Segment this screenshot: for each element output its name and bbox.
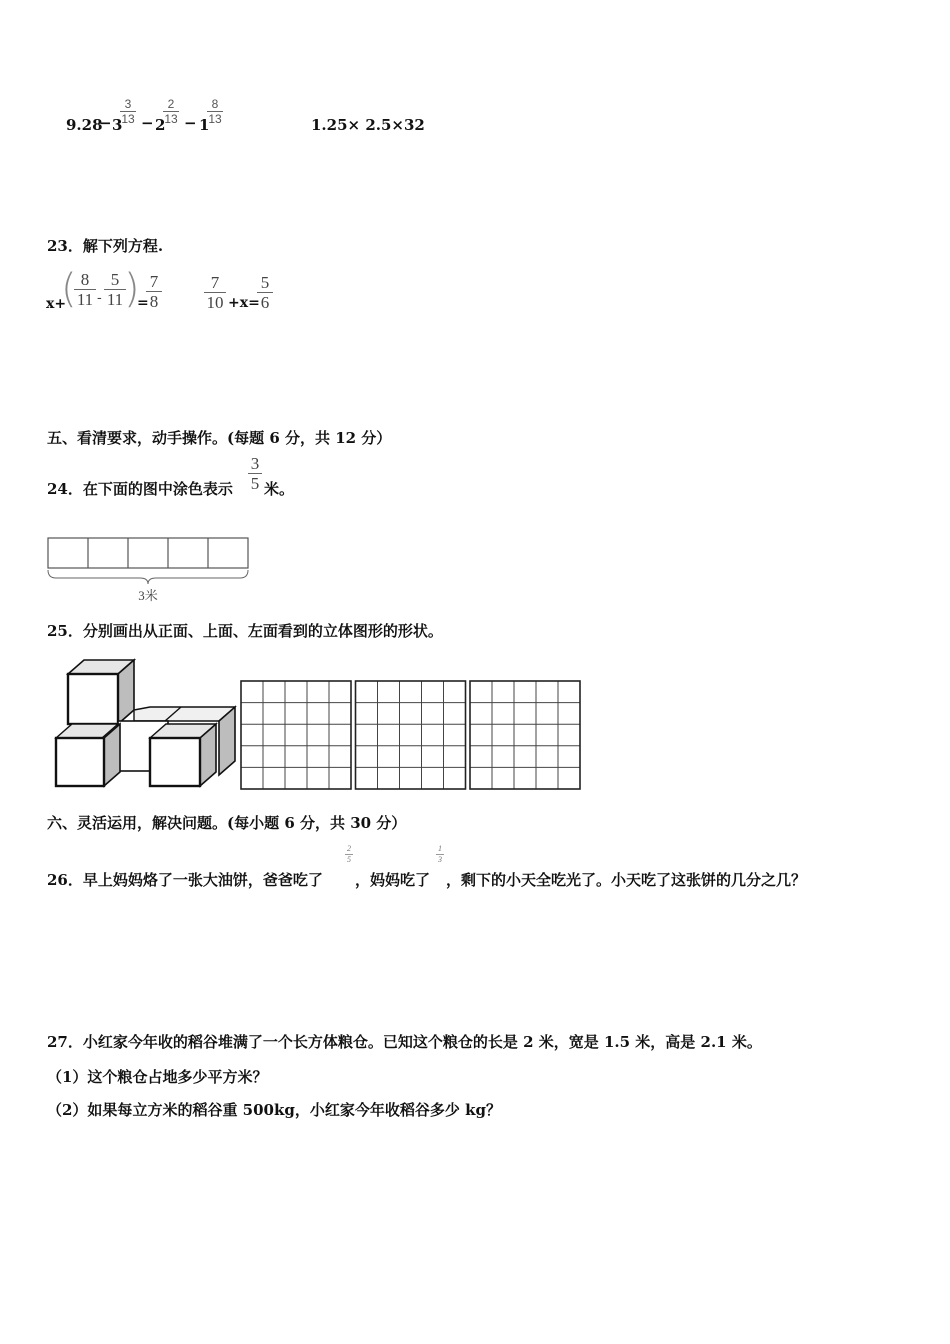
cube-top-face (134, 707, 235, 721)
expr1-whole-2: 2 (155, 116, 166, 134)
q23-title: 23．解下列方程. (47, 237, 164, 255)
answer-grid-2 (356, 681, 466, 789)
q26-part3: ，剩下的小天全吃光了。小天吃了这张饼的几分之几？ (446, 871, 807, 889)
eq1-equals: = (137, 295, 149, 311)
q26-part1: 26．早上妈妈烙了一张大油饼，爸爸吃了 (47, 871, 323, 889)
expr1-minus-3: − (184, 114, 197, 132)
expression-2: 1.25× 2.5×32 (311, 116, 425, 134)
eq1-frac-1: 8 11 (74, 271, 96, 308)
expr1-minus-2: − (141, 114, 154, 132)
eq2-mid: +x= (228, 295, 260, 311)
cube-front-face (68, 674, 118, 724)
expr1-minus-1: − (99, 114, 112, 132)
eq1-frac-2: 5 11 (104, 271, 126, 308)
eq2-frac-2: 5 6 (257, 274, 273, 311)
q27-sub1: （1）这个粮仓占地多少平方米？ (47, 1068, 268, 1086)
expr1-whole-3: 1 (199, 116, 210, 134)
q26-frac-1: 2 5 (347, 844, 351, 864)
eq1-lead: x+ (46, 296, 67, 312)
q27-line1: 27．小红家今年收的稻谷堆满了一个长方体粮仓。已知这个粮仓的长是 2 米，宽是 1.5 米，高是 2.1 米。 (47, 1033, 762, 1051)
q24-prefix: 24．在下面的图中涂色表示 (47, 480, 233, 498)
strip-brace (48, 570, 248, 584)
section-6-title: 六、灵活运用，解决问题。(每小题 6 分，共 30 分） (47, 814, 407, 832)
grid-group (236, 677, 586, 792)
eq1-frac-3: 7 8 (146, 273, 162, 310)
expr1-frac-1: 3 13 (121, 97, 135, 126)
expr1-lead: 9.28 (66, 116, 103, 134)
strip-diagram (44, 534, 254, 606)
cube-front-face (150, 738, 200, 786)
section-5-title: 五、看清要求，动手操作。(每题 6 分，共 12 分） (47, 429, 392, 447)
cube-front-face (56, 738, 104, 786)
answer-grid-3 (470, 681, 580, 789)
answer-grid-1 (241, 681, 351, 789)
q24-suffix: 米。 (264, 480, 295, 498)
q25-title: 25．分别画出从正面、上面、左面看到的立体图形的形状。 (47, 622, 443, 640)
q26-part2: ，妈妈吃了 (355, 871, 431, 889)
expr1-frac-3: 8 13 (208, 97, 222, 126)
left-paren: ( (61, 266, 77, 312)
q24-frac: 3 5 (248, 455, 262, 492)
eq1-minus: - (97, 290, 102, 306)
eq2-frac-1: 7 10 (204, 274, 226, 311)
expr1-whole-1: 3 (112, 116, 123, 134)
grid-border (241, 681, 351, 789)
grid-border (356, 681, 466, 789)
cube-figure (50, 654, 240, 790)
q26-frac-2: 1 3 (438, 844, 442, 864)
expr1-frac-2: 2 13 (164, 97, 178, 126)
q27-sub2: （2）如果每立方米的稻谷重 500kg，小红家今年收稻谷多少 kg？ (47, 1101, 501, 1119)
grid-border (470, 681, 580, 789)
strip-length-label: 3米 (138, 588, 158, 603)
right-paren: ) (124, 266, 140, 312)
strip-outline (48, 538, 248, 568)
